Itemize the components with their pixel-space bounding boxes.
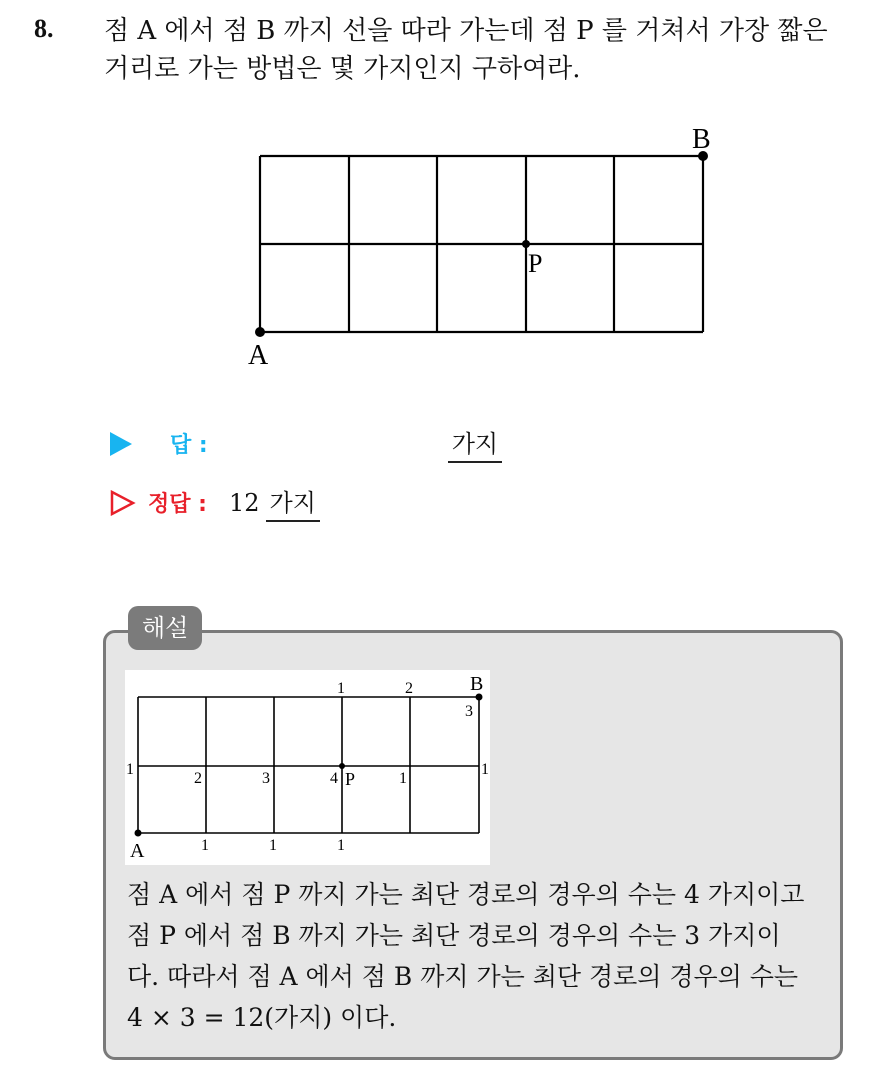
point-p-dot <box>522 240 530 248</box>
play-triangle-icon <box>110 432 132 456</box>
count-mid-after-p: 1 <box>399 770 407 787</box>
count-mid-1: 2 <box>194 770 202 787</box>
explanation-line-3: 다. 따라서 점 A 에서 점 B 까지 가는 최단 경로의 경우의 수는 <box>127 962 799 991</box>
count-bottom-1: 1 <box>201 837 209 854</box>
correct-unit: 가지 <box>266 483 320 522</box>
count-bottom-3: 1 <box>337 837 345 854</box>
explanation-grid-figure <box>125 670 490 865</box>
explanation-grid-lines <box>138 697 479 833</box>
explanation-text <box>127 874 837 1038</box>
point-b-label: B <box>692 124 711 155</box>
answer-row <box>110 424 502 463</box>
correct-label: 정답 : <box>148 492 207 517</box>
explanation-figure-panel <box>125 670 490 865</box>
count-right: 1 <box>481 761 489 778</box>
explanation-label-p: P <box>345 769 356 789</box>
count-top-1: 1 <box>337 680 345 697</box>
point-a-dot <box>255 327 265 337</box>
answer-unit: 가지 <box>448 424 502 463</box>
count-b: 3 <box>465 703 473 720</box>
correct-value: 12 <box>228 488 260 517</box>
count-mid-2: 3 <box>262 770 270 787</box>
point-p-label: P <box>528 249 543 278</box>
explanation-line-2: 점 P 에서 점 B 까지 가는 최단 경로의 경우의 수는 3 가지이 <box>127 921 781 950</box>
question-line-2: 거리로 가는 방법은 몇 가지인지 구하여라. <box>104 54 581 84</box>
count-left: 1 <box>126 761 134 778</box>
explanation-label-b: B <box>470 673 484 695</box>
explanation-tag: 해설 <box>128 606 202 650</box>
explanation-point-a-dot <box>135 830 142 837</box>
question-number: 8. <box>34 14 54 43</box>
correct-answer-row <box>110 483 320 522</box>
outline-triangle-icon <box>110 490 136 516</box>
grid-lines <box>260 156 703 332</box>
grid-figure <box>0 0 884 400</box>
answer-label: 답 : <box>170 433 208 458</box>
count-p: 4 <box>330 770 338 787</box>
point-a-label: A <box>248 340 269 371</box>
explanation-line-1: 점 A 에서 점 P 까지 가는 최단 경로의 경우의 수는 4 가지이고 <box>127 880 805 909</box>
count-top-2: 2 <box>405 680 413 697</box>
explanation-label-a: A <box>130 840 145 862</box>
question-line-1: 점 A 에서 점 B 까지 선을 따라 가는데 점 P 를 거쳐서 가장 짧은 <box>104 16 828 46</box>
explanation-line-4: 4 × 3 = 12(가지) 이다. <box>127 1003 397 1032</box>
count-bottom-2: 1 <box>269 837 277 854</box>
